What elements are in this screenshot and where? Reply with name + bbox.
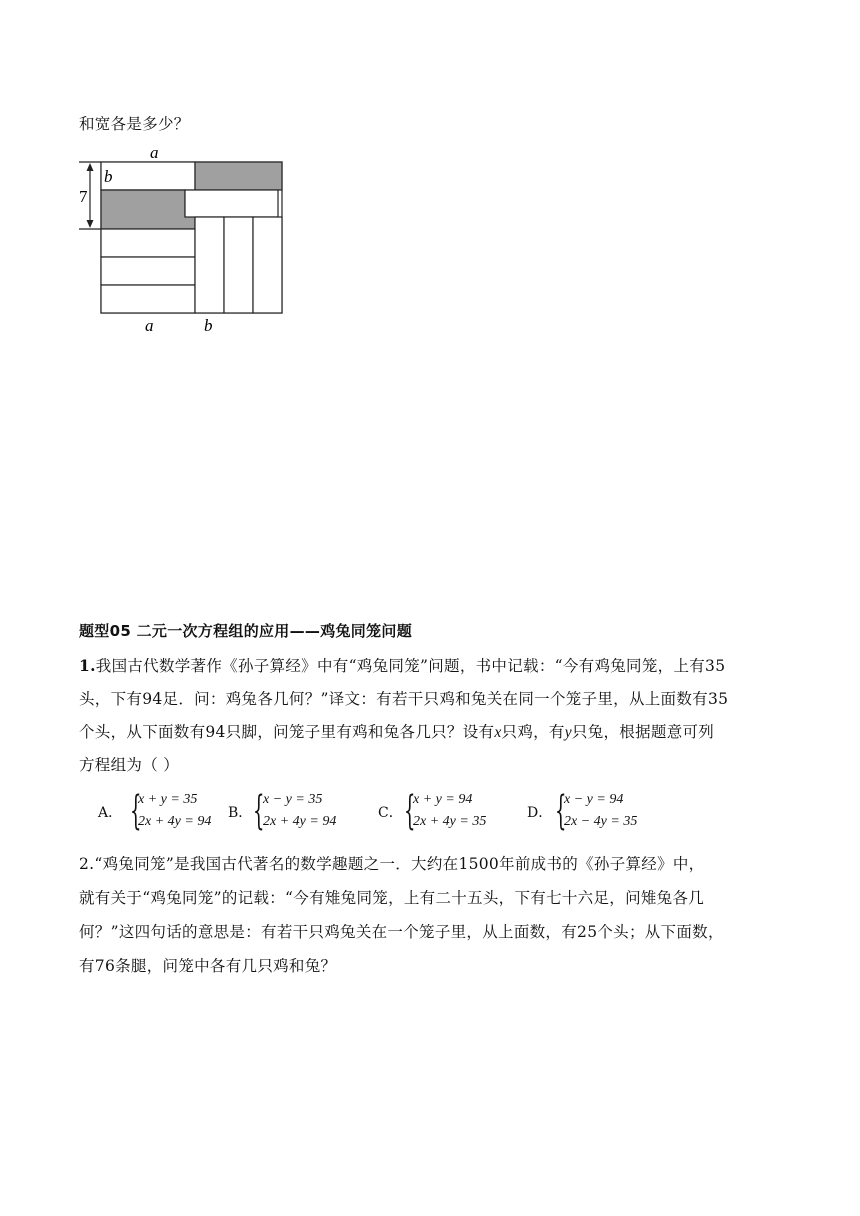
q1-line4: 方程组为（ ） [79, 756, 180, 774]
label-seven: 7 [79, 187, 88, 206]
option-b-eq2: 2x + 4y = 94 [263, 814, 337, 829]
label-a-bottom: a [145, 316, 154, 335]
q2-line4: 有76条腿，问笼中各有几只鸡和兔？ [79, 957, 337, 975]
option-a[interactable]: A． { x + y = 35 2x + 4y = 94 [98, 788, 212, 834]
intro-line: 和宽各是多少？ [79, 115, 190, 133]
section-heading: 题型05 二元一次方程组的应用——鸡兔同笼问题 [79, 622, 412, 640]
option-b[interactable]: B． { x − y = 35 2x + 4y = 94 [228, 788, 337, 834]
vertical-rect-1 [195, 217, 224, 313]
label-b-bottom: b [204, 316, 213, 335]
middle-shaded [101, 190, 195, 229]
label-b-inner: b [104, 167, 113, 186]
option-b-eq1: x − y = 35 [263, 792, 323, 807]
bottom-left-rect-1 [101, 229, 195, 257]
q1-number: 1. [79, 656, 96, 675]
option-d-eq1: x − y = 94 [564, 792, 624, 807]
option-c[interactable]: C． { x + y = 94 2x + 4y = 35 [378, 788, 487, 834]
bottom-left-rect-3 [101, 285, 195, 313]
top-right-shaded [195, 162, 282, 190]
label-a-top: a [150, 143, 159, 162]
option-d[interactable]: D． { x − y = 94 2x − 4y = 35 [527, 788, 638, 834]
option-c-eq1: x + y = 94 [413, 792, 473, 807]
rectangle-figure [76, 140, 296, 340]
middle-right-rect [185, 190, 278, 217]
q1-line3: 个头，从下面数有94只脚，问笼子里有鸡和兔各几只？设有x只鸡，有y只兔，根据题意可列 [79, 723, 715, 741]
q1-line2: 头，下有94足．问：鸡兔各几何？”译文：有若干只鸡和兔关在同一个笼子里，从上面数有35 [79, 690, 729, 708]
vertical-rect-2 [224, 217, 253, 313]
option-c-eq2: 2x + 4y = 35 [413, 814, 487, 829]
var-y: y [564, 724, 572, 741]
bottom-left-rect-2 [101, 257, 195, 285]
q2-line2: 就有关于“鸡兔同笼”的记载：“今有雉兔同笼，上有二十五头，下有七十六足，问雉兔各几 [79, 889, 705, 907]
q2-line1: 2.“鸡兔同笼”是我国古代著名的数学趣题之一．大约在1500年前成书的《孙子算经》中， [79, 855, 705, 873]
q2-line3: 何？”这四句话的意思是：有若干只鸡兔关在一个笼子里，从上面数，有25个头；从下面数， [79, 923, 724, 941]
option-a-eq1: x + y = 35 [138, 792, 198, 807]
top-left-rect [101, 162, 195, 190]
option-d-eq2: 2x − 4y = 35 [564, 814, 638, 829]
q1-text-1: 我国古代数学著作《孙子算经》中有“鸡兔同笼”问题，书中记载：“今有鸡兔同笼，上有35 [95, 657, 726, 675]
var-x: x [494, 724, 502, 741]
q1-line1 [79, 654, 725, 676]
option-a-eq2: 2x + 4y = 94 [138, 814, 212, 829]
vertical-rect-3 [253, 217, 282, 313]
